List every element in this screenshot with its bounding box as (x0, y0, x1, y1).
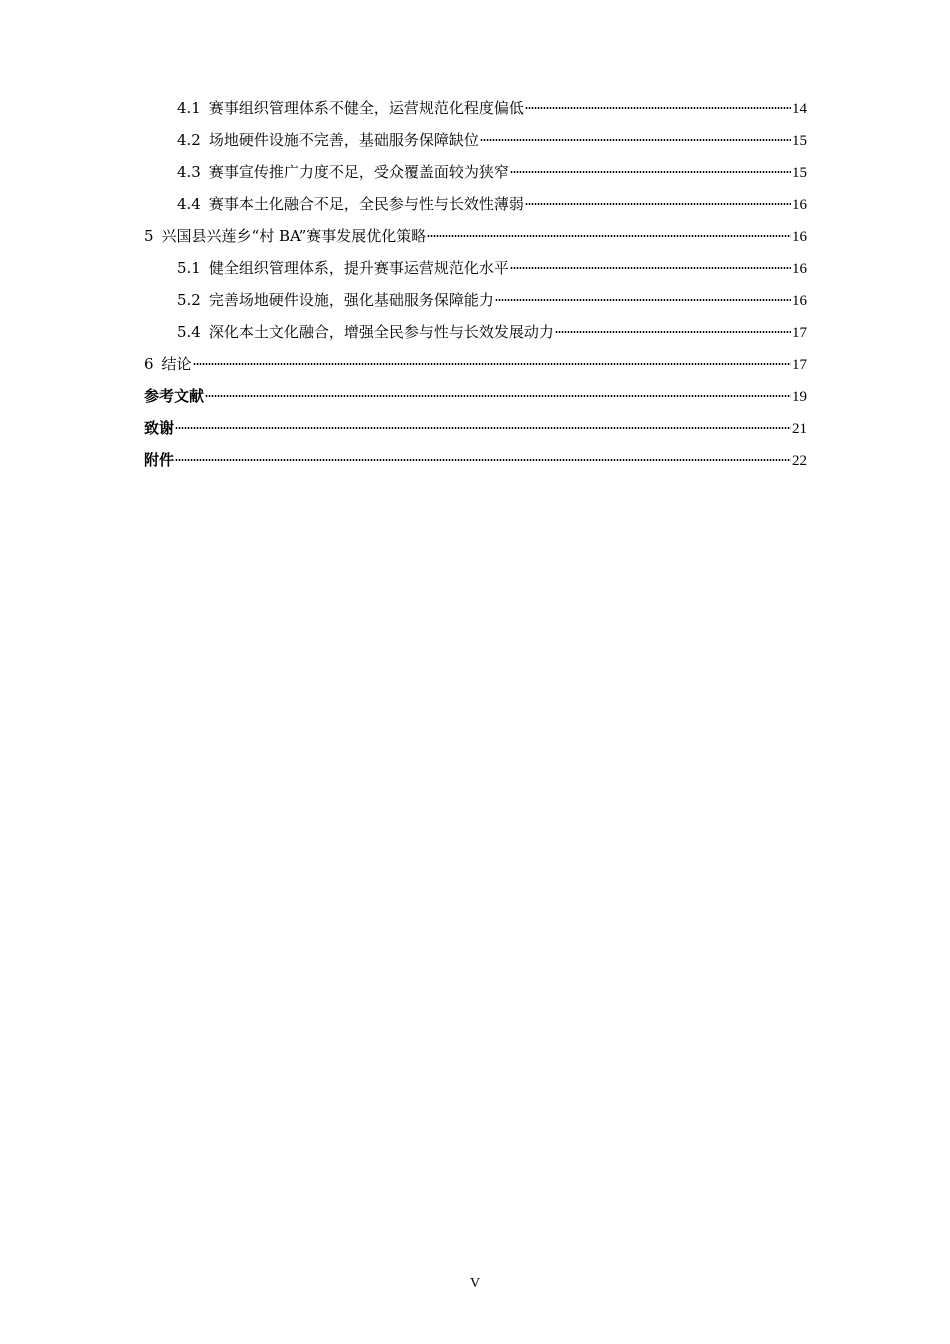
toc-entry-5[interactable] (144, 222, 807, 254)
toc-entry-number: 5.2 (177, 291, 201, 309)
toc-entry-number: 5 (144, 227, 154, 245)
toc-entry-4-2[interactable] (144, 126, 807, 158)
toc-entry-page: 15 (792, 165, 807, 181)
toc-entry-page: 19 (792, 389, 807, 405)
dot-leader (495, 299, 791, 301)
toc-entry-page: 22 (792, 453, 807, 469)
toc-entry-title: 赛事本土化融合不足，全民参与性与长效性薄弱 (208, 195, 524, 213)
dot-leader (510, 267, 791, 269)
toc-entry-page: 17 (792, 325, 807, 341)
toc-entry-page: 16 (792, 293, 807, 309)
toc-entry-page: 16 (792, 261, 807, 277)
dot-leader (525, 107, 791, 109)
page-number: V (469, 1276, 481, 1291)
dot-leader (175, 459, 791, 461)
toc-entry-number: 5.1 (177, 259, 201, 277)
toc-entry-number: 4.1 (177, 99, 201, 117)
toc-entry-title: 场地硬件设施不完善，基础服务保障缺位 (208, 131, 479, 149)
toc-entry-title: 兴国县兴莲乡“村 BA”赛事发展优化策略 (161, 227, 427, 245)
dot-leader (510, 171, 791, 173)
toc-entry-number: 4.4 (177, 195, 201, 213)
toc-entry-5-1[interactable] (144, 254, 807, 286)
toc-entry-title: 完善场地硬件设施，强化基础服务保障能力 (208, 291, 494, 309)
toc-entry-title: 参考文献 (144, 387, 205, 405)
toc-entry-5-2[interactable] (144, 286, 807, 318)
toc-entry-page: 21 (792, 421, 807, 437)
toc-entry-page: 16 (792, 197, 807, 213)
table-of-contents (144, 94, 807, 478)
toc-entry-acknowledgements[interactable] (144, 414, 807, 446)
toc-entry-title: 致谢 (144, 419, 175, 437)
toc-entry-4-1[interactable] (144, 94, 807, 126)
toc-entry-number: 4.3 (177, 163, 201, 181)
toc-entry-title: 健全组织管理体系，提升赛事运营规范化水平 (208, 259, 509, 277)
toc-entry-5-4[interactable] (144, 318, 807, 350)
dot-leader (427, 235, 791, 237)
toc-entry-page: 16 (792, 229, 807, 245)
toc-entry-title: 结论 (161, 355, 192, 373)
toc-entry-title: 附件 (144, 451, 175, 469)
toc-entry-page: 14 (792, 101, 807, 117)
toc-entry-4-3[interactable] (144, 158, 807, 190)
dot-leader (175, 427, 791, 429)
toc-entry-number: 6 (144, 355, 154, 373)
toc-entry-6[interactable] (144, 350, 807, 382)
toc-entry-title: 赛事宣传推广力度不足，受众覆盖面较为狭窄 (208, 163, 509, 181)
toc-entry-page: 15 (792, 133, 807, 149)
toc-entry-title: 赛事组织管理体系不健全，运营规范化程度偏低 (208, 99, 524, 117)
toc-entry-4-4[interactable] (144, 190, 807, 222)
dot-leader (193, 363, 791, 365)
toc-entry-appendix[interactable] (144, 446, 807, 478)
dot-leader (205, 395, 791, 397)
dot-leader (480, 139, 791, 141)
toc-entry-title: 深化本土文化融合，增强全民参与性与长效发展动力 (208, 323, 554, 341)
dot-leader (525, 203, 791, 205)
toc-entry-number: 5.4 (177, 323, 201, 341)
toc-entry-number: 4.2 (177, 131, 201, 149)
toc-entry-references[interactable] (144, 382, 807, 414)
toc-entry-page: 17 (792, 357, 807, 373)
dot-leader (555, 331, 791, 333)
